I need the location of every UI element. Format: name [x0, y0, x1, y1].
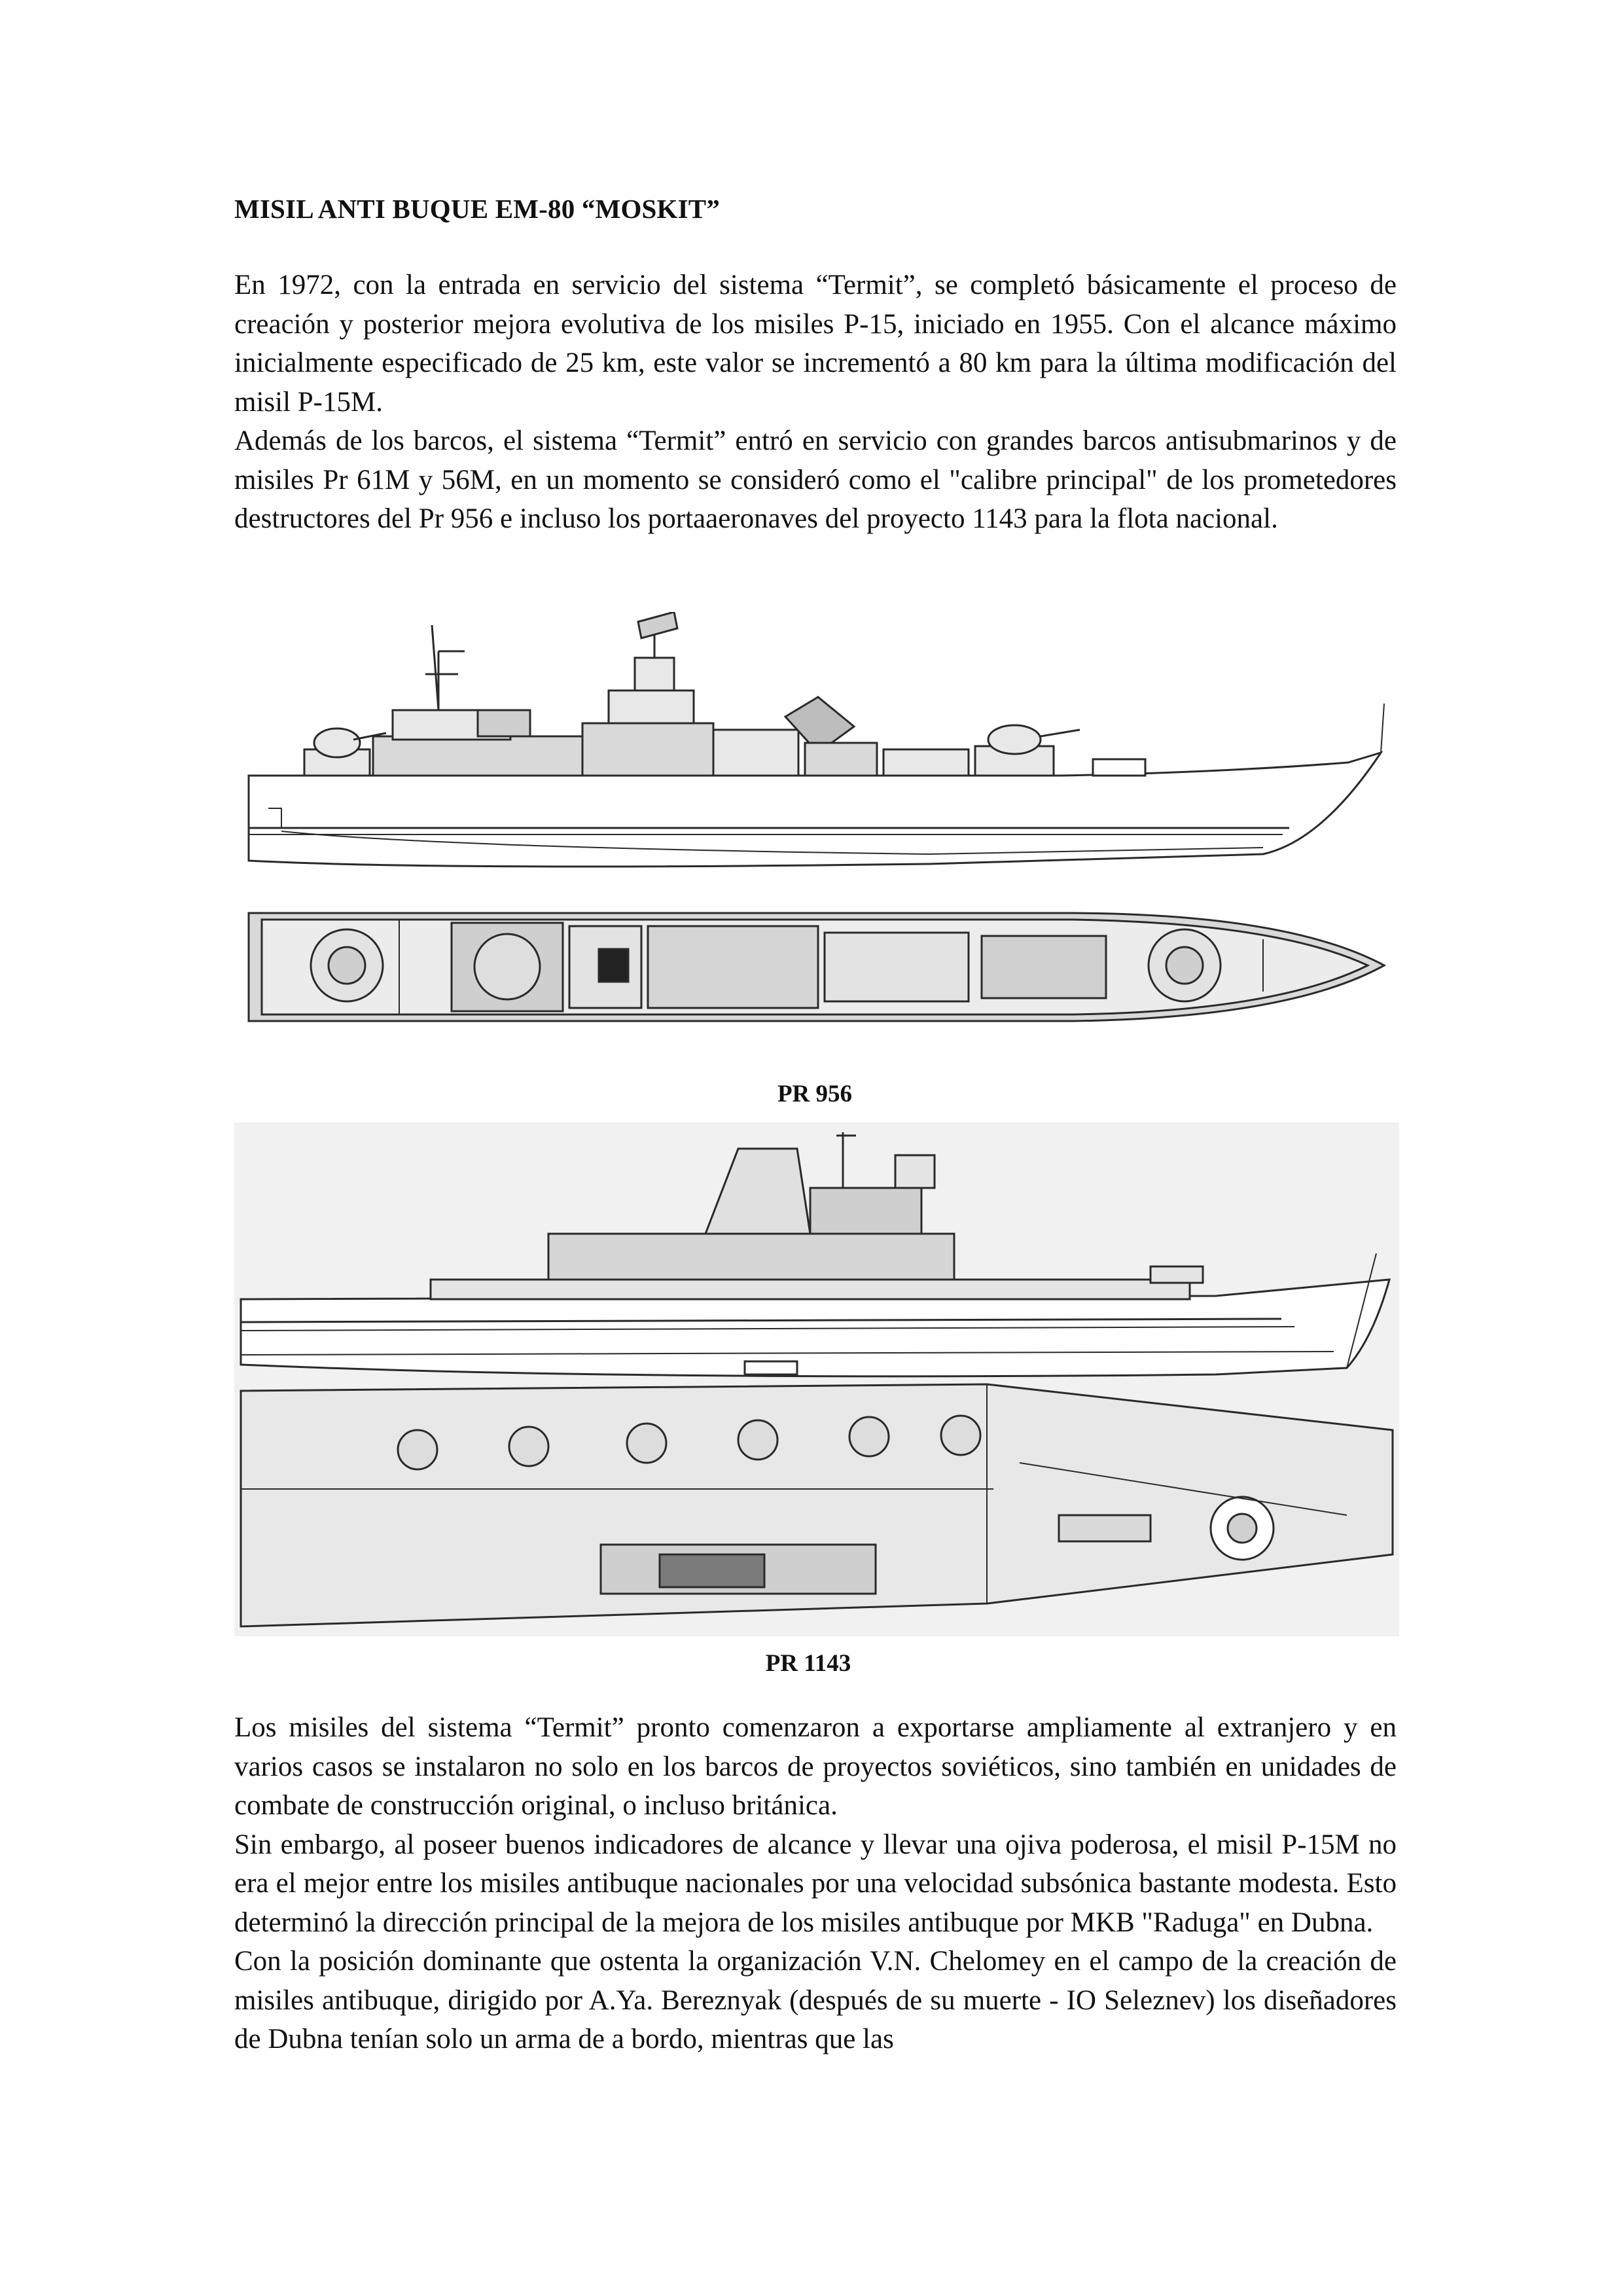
paragraph: Los misiles del sistema “Termit” pronto comenzaron a exportarse ampliamente al extranjero y en varios casos se instalaron no solo en los barcos de proyectos soviéticos, sino también en unidades de combate de construcción original, o incluso británica. — [234, 1712, 1397, 1821]
carrier-drawing — [234, 1122, 1399, 1636]
paragraph: Con la posición dominante que ostenta la organización V.N. Chelomey en el campo de la creación de misiles antibuque, dirigido por A.Ya. Bereznyak (después de su muerte - IO Seleznev) los diseñadores de Dubna tenían solo un arma de a bordo, mientras que las — [234, 1946, 1397, 2054]
body-text — [234, 1708, 1397, 2059]
intro-text — [234, 266, 1397, 539]
paragraph: En 1972, con la entrada en servicio del sistema “Termit”, se completó básicamente el proceso de creación y posterior mejora evolutiva de los misiles P-15, iniciado en 1955. Con el alcance máximo inicialmente especificado de 25 km, este valor se incrementó a 80 km para la última modificación del misil P-15M. — [234, 270, 1397, 418]
figure-caption-pr1143: PR 1143 — [765, 1650, 851, 1677]
carrier-illustration — [234, 1122, 1399, 1636]
paragraph: Sin embargo, al poseer buenos indicadores de alcance y llevar una ojiva poderosa, el misil P-15M no era el mejor entre los misiles antibuque nacionales por una velocidad subsónica bastante modesta. Esto determinó la dirección principal de la mejora de los misiles antibuque por MKB "Raduga" en Dubna. — [234, 1829, 1397, 1938]
destroyer-drawing — [242, 612, 1387, 1067]
destroyer-illustration — [242, 612, 1387, 1067]
figure-caption-pr956: PR 956 — [777, 1081, 853, 1107]
page-title: MISIL ANTI BUQUE EM-80 “MOSKIT” — [234, 194, 721, 224]
paragraph: Además de los barcos, el sistema “Termit” entró en servicio con grandes barcos antisubmarinos y de misiles Pr 61M y 56M, en un momento se consideró como el "calibre principal" de los prometedores destructores del Pr 956 e incluso los portaaeronaves del proyecto 1143 para la flota nacional. — [234, 425, 1397, 534]
